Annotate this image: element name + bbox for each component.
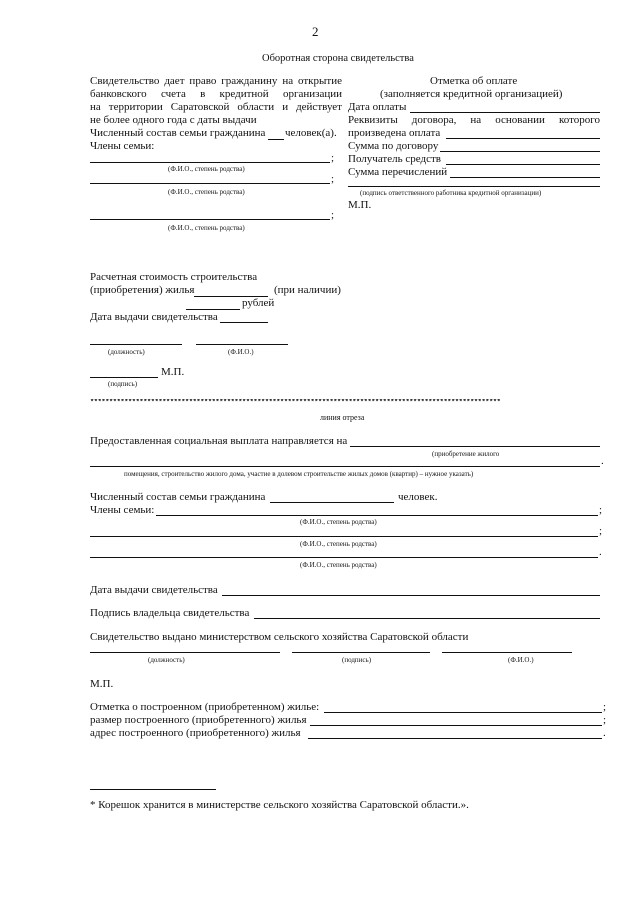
period: . xyxy=(603,727,606,739)
recipient-field[interactable] xyxy=(446,164,600,165)
family-count-field[interactable] xyxy=(268,139,284,140)
issue-date-label: Дата выдачи свидетельства xyxy=(90,311,218,323)
payment-date-field[interactable] xyxy=(410,112,600,113)
footnote-separator xyxy=(90,789,216,790)
payment-mark-subtitle: (заполняется кредитной организацией) xyxy=(380,88,563,100)
issued-by-label: Свидетельство выдано министерством сельского хозяйства Саратовской области xyxy=(90,631,469,643)
semicolon: ; xyxy=(603,701,607,713)
page-title: Оборотная сторона свидетельства xyxy=(262,53,414,64)
fio-caption: (Ф.И.О., степень родства) xyxy=(168,165,245,173)
sum-contract-field[interactable] xyxy=(440,151,600,152)
payment-purpose-field[interactable] xyxy=(350,446,600,447)
fio-caption: (Ф.И.О., степень родства) xyxy=(300,518,377,526)
semicolon: ; xyxy=(599,525,603,537)
stub-family-count-field[interactable] xyxy=(270,502,394,503)
cut-line-stars: ************************************************************************************************************ xyxy=(90,399,501,407)
stub-member-field[interactable] xyxy=(156,515,598,516)
built-mark-label: Отметка о построенном (приобретенном) жилье: xyxy=(90,701,320,713)
position-caption: (должность) xyxy=(148,656,185,664)
persons-label: человек. xyxy=(398,491,438,503)
cost-rubles-field[interactable] xyxy=(186,309,240,310)
fio-caption: (Ф.И.О., степень родства) xyxy=(300,561,377,569)
sum-transfer-field[interactable] xyxy=(450,177,600,178)
signature-field[interactable] xyxy=(90,377,158,378)
cost-label: Расчетная стоимость строительства xyxy=(90,271,258,283)
requisites-label: Реквизиты договора, на основании которого xyxy=(348,114,600,126)
rubles-label: рублей xyxy=(242,297,275,309)
para-line: не более одного года с даты выдачи xyxy=(90,114,257,126)
issuer-signature-field[interactable] xyxy=(292,652,430,653)
stub-issue-date-label: Дата выдачи свидетельства xyxy=(90,584,218,596)
cost-note: (при наличии) xyxy=(274,284,341,296)
page-number: 2 xyxy=(312,24,319,39)
owner-signature-label: Подпись владельца свидетельства xyxy=(90,607,250,619)
signature-caption: (подпись) xyxy=(342,656,372,664)
size-label: размер построенного (приобретенного) жилья xyxy=(90,714,307,726)
payment-date-label: Дата оплаты xyxy=(348,101,407,113)
para-line: Свидетельство дает право гражданину на открытие xyxy=(90,75,342,87)
fio-field[interactable] xyxy=(196,344,288,345)
stub-member-field[interactable] xyxy=(90,536,598,537)
sum-transfer-label: Сумма перечислений xyxy=(348,166,448,178)
semicolon: ; xyxy=(331,152,335,164)
member-field[interactable] xyxy=(90,162,330,163)
sum-contract-label: Сумма по договору xyxy=(348,140,439,152)
issuer-position-field[interactable] xyxy=(90,652,280,653)
owner-signature-field[interactable] xyxy=(254,618,600,619)
period: . xyxy=(599,546,602,558)
officer-signature-field[interactable] xyxy=(348,186,600,187)
stamp-label: М.П. xyxy=(161,366,185,378)
para-line: банковского счета в кредитной организации xyxy=(90,88,342,100)
officer-signature-caption: (подпись ответственного работника кредитной организации) xyxy=(360,189,542,197)
stub-member-field[interactable] xyxy=(90,557,598,558)
footnote: * Корешок хранится в министерстве сельского хозяйства Саратовской области.». xyxy=(90,799,469,811)
stub-stamp-label: М.П. xyxy=(90,678,114,690)
fio-caption: (Ф.И.О.) xyxy=(228,348,254,356)
cost-label-2: (приобретения) жилья xyxy=(90,284,195,296)
members-label: Члены семьи: xyxy=(90,140,155,152)
requisites-field[interactable] xyxy=(446,138,600,139)
cut-line-label: линия отреза xyxy=(320,413,365,422)
stub-members-label: Члены семьи: xyxy=(90,504,155,516)
signature-caption: (подпись) xyxy=(108,380,138,388)
issue-date-field[interactable] xyxy=(220,322,268,323)
member-field[interactable] xyxy=(90,183,330,184)
family-count-suffix: человек(а). xyxy=(285,127,337,139)
fio-caption: (Ф.И.О., степень родства) xyxy=(168,224,245,232)
size-field[interactable] xyxy=(310,725,602,726)
address-field[interactable] xyxy=(308,738,602,739)
address-label: адрес построенного (приобретенного) жилья xyxy=(90,727,301,739)
payment-mark-title: Отметка об оплате xyxy=(430,75,518,87)
fio-caption: (Ф.И.О., степень родства) xyxy=(300,540,377,548)
purpose-caption-2: помещения, строительство жилого дома, участие в долевом строительстве жилых домов (квартир) – нужное указать) xyxy=(124,470,474,478)
fio-caption: (Ф.И.О.) xyxy=(508,656,534,664)
semicolon: ; xyxy=(603,714,607,726)
recipient-label: Получатель средств xyxy=(348,153,441,165)
issuer-fio-field[interactable] xyxy=(442,652,572,653)
requisites-label-2: произведена оплата xyxy=(348,127,441,139)
payment-sent-label: Предоставленная социальная выплата направляется на xyxy=(90,435,348,447)
semicolon: ; xyxy=(331,209,335,221)
para-line: на территории Саратовской области и действует xyxy=(90,101,342,113)
payment-purpose-field-2[interactable] xyxy=(90,466,600,467)
member-field[interactable] xyxy=(90,219,330,220)
position-field[interactable] xyxy=(90,344,182,345)
period: . xyxy=(601,455,604,467)
fio-caption: (Ф.И.О., степень родства) xyxy=(168,188,245,196)
semicolon: ; xyxy=(331,173,335,185)
position-caption: (должность) xyxy=(108,348,145,356)
stamp-label: М.П. xyxy=(348,199,372,211)
built-mark-field[interactable] xyxy=(324,712,602,713)
family-count-label: Численный состав семьи гражданина xyxy=(90,127,266,139)
stub-issue-date-field[interactable] xyxy=(222,595,600,596)
purpose-caption: (приобретение жилого xyxy=(432,450,500,458)
stub-family-count-label: Численный состав семьи гражданина xyxy=(90,491,266,503)
semicolon: ; xyxy=(599,504,603,516)
